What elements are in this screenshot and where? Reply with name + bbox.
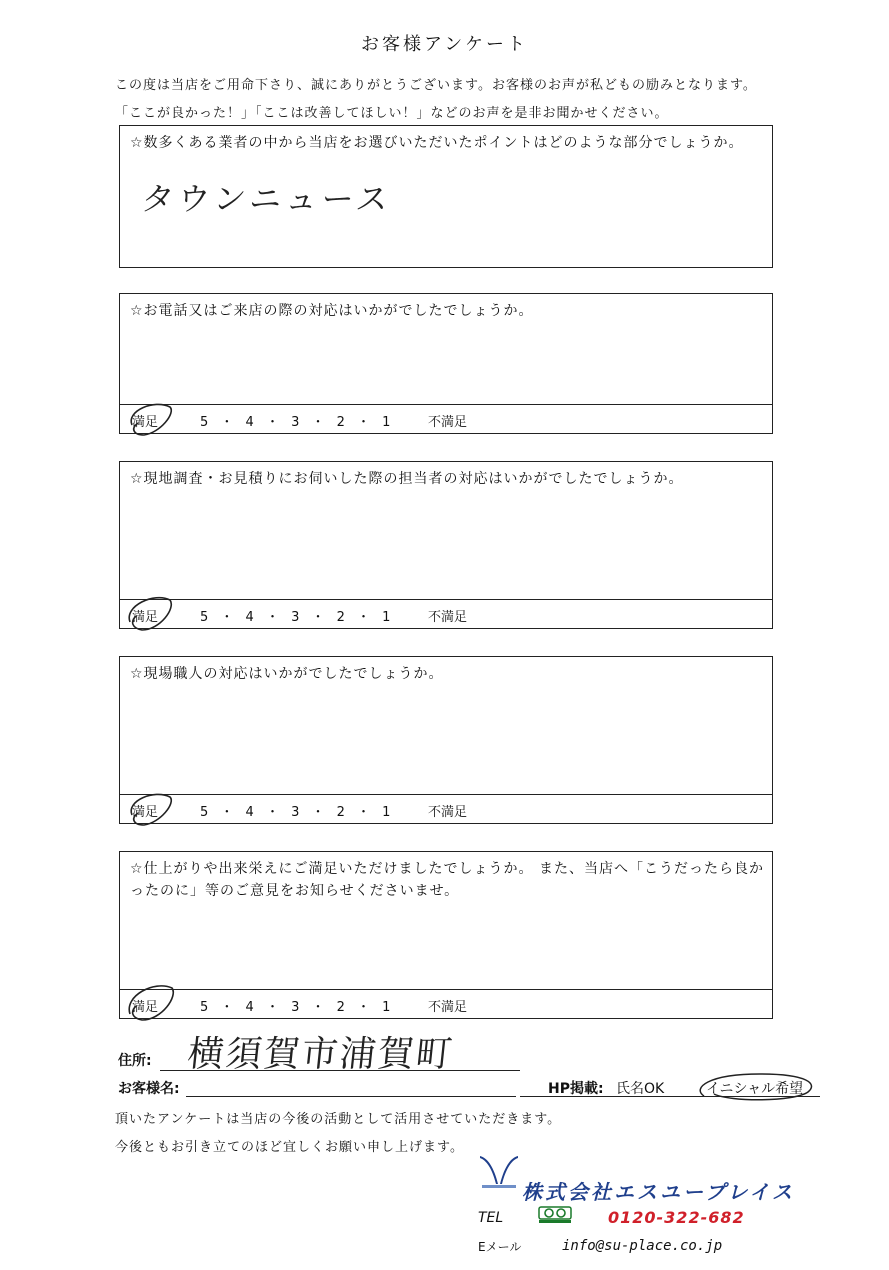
intro-line-1: この度は当店をご用命下さり、誠にありがとうございます。お客様のお声が私どもの励みとなります。 bbox=[115, 78, 757, 93]
question-4-text: ☆現場職人の対応はいかがでしたでしょうか。 bbox=[130, 666, 444, 682]
rating-circle-mark bbox=[124, 397, 174, 437]
email-address[interactable]: info@su-place.co.jp bbox=[562, 1238, 723, 1254]
address-label: 住所: bbox=[118, 1053, 152, 1069]
free-dial-icon bbox=[538, 1206, 572, 1224]
company-name: 株式会社エスユープレイス bbox=[522, 1180, 795, 1204]
rating-satisfied-label[interactable]: 満足 bbox=[132, 805, 159, 820]
page-title: お客様アンケート bbox=[361, 34, 528, 55]
question-box-5 bbox=[119, 851, 773, 1019]
intro-line-2: 「ここが良かった！」「ここは改善してほしい！」などのお声を是非お聞かせください。 bbox=[115, 106, 669, 121]
customer-name-underline[interactable] bbox=[186, 1096, 516, 1097]
question-5-text: ☆仕上がりや出来栄えにご満足いただけましたでしょうか。 また、当店へ「こうだったら良かったのに」等のご意見をお知らせくださいませ。 bbox=[130, 861, 764, 899]
address-underline bbox=[160, 1070, 520, 1071]
footer-line-2: 今後ともお引き立てのほど宜しくお願い申し上げます。 bbox=[115, 1140, 464, 1155]
rating-satisfied-label[interactable]: 満足 bbox=[132, 610, 159, 625]
tel-number[interactable]: 0120-322-682 bbox=[608, 1208, 745, 1227]
rating-scale: 5 ・ 4 ・ 3 ・ 2 ・ 1 bbox=[200, 415, 392, 430]
company-logo-icon bbox=[478, 1154, 520, 1190]
hp-selection-circle bbox=[690, 1070, 820, 1104]
hp-option-initial[interactable]: イニシャル希望 bbox=[706, 1081, 804, 1097]
rating-circle-mark bbox=[124, 592, 174, 632]
rating-dissatisfied-label[interactable]: 不満足 bbox=[428, 805, 468, 820]
email-label: Eメール bbox=[478, 1240, 522, 1254]
rating-row-3 bbox=[120, 599, 772, 628]
rating-row-4 bbox=[120, 794, 772, 823]
rating-dissatisfied-label[interactable]: 不満足 bbox=[428, 610, 468, 625]
hp-option-name-ok[interactable]: 氏名OK bbox=[616, 1081, 665, 1097]
question-box-3 bbox=[119, 461, 773, 629]
rating-dissatisfied-label[interactable]: 不満足 bbox=[428, 1000, 468, 1015]
rating-circle-mark bbox=[124, 787, 174, 827]
hp-underline bbox=[520, 1096, 820, 1097]
rating-circle-mark bbox=[124, 982, 174, 1022]
rating-satisfied-label[interactable]: 満足 bbox=[132, 1000, 159, 1015]
question-3-text: ☆現地調査・お見積りにお伺いした際の担当者の対応はいかがでしたでしょうか。 bbox=[130, 471, 684, 487]
question-2-text: ☆お電話又はご来店の際の対応はいかがでしたでしょうか。 bbox=[130, 303, 534, 319]
question-1-text: ☆数多くある業者の中から当店をお選びいただいたポイントはどのような部分でしょうか。 bbox=[130, 135, 744, 151]
rating-scale: 5 ・ 4 ・ 3 ・ 2 ・ 1 bbox=[200, 1000, 392, 1015]
rating-row-2 bbox=[120, 404, 772, 433]
rating-row-5 bbox=[120, 989, 772, 1018]
question-box-4 bbox=[119, 656, 773, 824]
tel-label: TEL bbox=[478, 1210, 504, 1226]
question-box-1 bbox=[119, 125, 773, 268]
question-box-2 bbox=[119, 293, 773, 434]
customer-name-label: お客様名: bbox=[118, 1081, 180, 1097]
question-1-answer: タウンニュース bbox=[139, 180, 395, 218]
footer-line-1: 頂いたアンケートは当店の今後の活動として活用させていただきます。 bbox=[115, 1112, 562, 1127]
rating-scale: 5 ・ 4 ・ 3 ・ 2 ・ 1 bbox=[200, 805, 392, 820]
rating-dissatisfied-label[interactable]: 不満足 bbox=[428, 415, 468, 430]
rating-scale: 5 ・ 4 ・ 3 ・ 2 ・ 1 bbox=[200, 610, 392, 625]
rating-satisfied-label[interactable]: 満足 bbox=[132, 415, 159, 430]
hp-label: HP掲載: bbox=[548, 1081, 604, 1097]
address-value[interactable]: 横須賀市浦賀町 bbox=[185, 1034, 456, 1075]
